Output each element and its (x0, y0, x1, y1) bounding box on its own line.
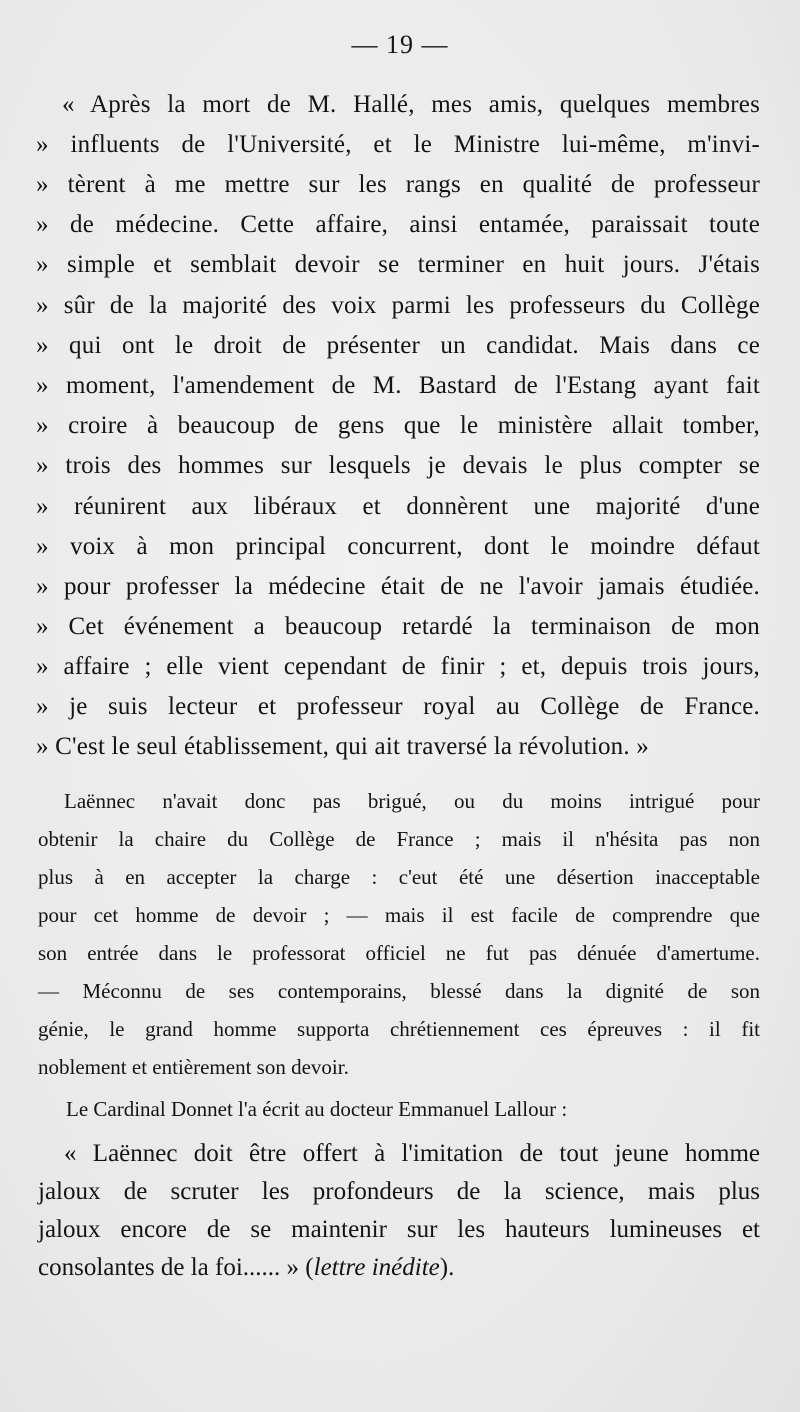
quote-line: » de médecine. Cette affaire, ainsi entamée, paraissait toute (36, 211, 760, 238)
final-quote-close: ). (439, 1254, 455, 1281)
paragraph-line: pour cet homme de devoir ; — mais il est facile de comprendre que (38, 903, 760, 927)
paragraph-line: obtenir la chaire du Collège de France ; mais il n'hésita pas non (38, 827, 760, 851)
quote-line: » simple et semblait devoir se terminer en huit jours. J'étais (36, 251, 760, 278)
final-quote-line: « Laënnec doit être offert à l'imitation de tout jeune homme (64, 1140, 760, 1167)
final-quote-line: jaloux encore de se maintenir sur les hauteurs lumineuses et (38, 1216, 760, 1243)
quote-line: » moment, l'amendement de M. Bastard de l'Estang ayant fait (36, 372, 760, 399)
page-number: — 19 — (351, 30, 449, 59)
quote-line: » trois des hommes sur lesquels je devais le plus compter se (36, 452, 760, 479)
paragraph-line: Laënnec n'avait donc pas brigué, ou du moins intrigué pour (64, 789, 760, 813)
quote-line: » tèrent à me mettre sur les rangs en qualité de professeur (36, 171, 760, 198)
quote-line: » je suis lecteur et professeur royal au Collège de France. (36, 693, 760, 720)
quote-line: » croire à beaucoup de gens que le ministère allait tomber, (36, 412, 760, 439)
paragraph-line: — Méconnu de ses contemporains, blessé dans la dignité de son (38, 979, 760, 1003)
quote-line: » qui ont le droit de présenter un candidat. Mais dans ce (36, 332, 760, 359)
quote-line: » influents de l'Université, et le Ministre lui-même, m'invi- (36, 131, 760, 158)
paragraph-line: son entrée dans le professorat officiel ne fut pas dénuée d'amertume. (38, 941, 760, 965)
paragraph-line: génie, le grand homme supporta chrétiennement ces épreuves : il fit (38, 1017, 760, 1041)
final-quote-line (38, 1254, 760, 1282)
attribution-line: Le Cardinal Donnet l'a écrit au docteur Emmanuel Lallour : (66, 1097, 568, 1121)
quote-line: « Après la mort de M. Hallé, mes amis, quelques membres (62, 91, 760, 118)
quote-line: » Cet événement a beaucoup retardé la terminaison de mon (36, 613, 760, 640)
quote-line: » voix à mon principal concurrent, dont le moindre défaut (36, 533, 760, 560)
quote-line: » réunirent aux libéraux et donnèrent une majorité d'une (36, 493, 760, 520)
citation-italic: lettre inédite (313, 1254, 440, 1281)
final-quote-text: consolantes de la foi...... » ( (38, 1254, 314, 1281)
quote-line: » affaire ; elle vient cependant de finir ; et, depuis trois jours, (36, 653, 760, 680)
quote-line: » C'est le seul établissement, qui ait traversé la révolution. » (36, 733, 649, 760)
quote-line: » pour professer la médecine était de ne l'avoir jamais étudiée. (36, 573, 760, 600)
paragraph-line: plus à en accepter la charge : c'eut été une désertion inacceptable (38, 865, 760, 889)
paragraph-line: noblement et entièrement son devoir. (38, 1055, 349, 1079)
quote-line: » sûr de la majorité des voix parmi les professeurs du Collège (36, 292, 760, 319)
final-quote-line: jaloux de scruter les profondeurs de la science, mais plus (38, 1178, 760, 1205)
